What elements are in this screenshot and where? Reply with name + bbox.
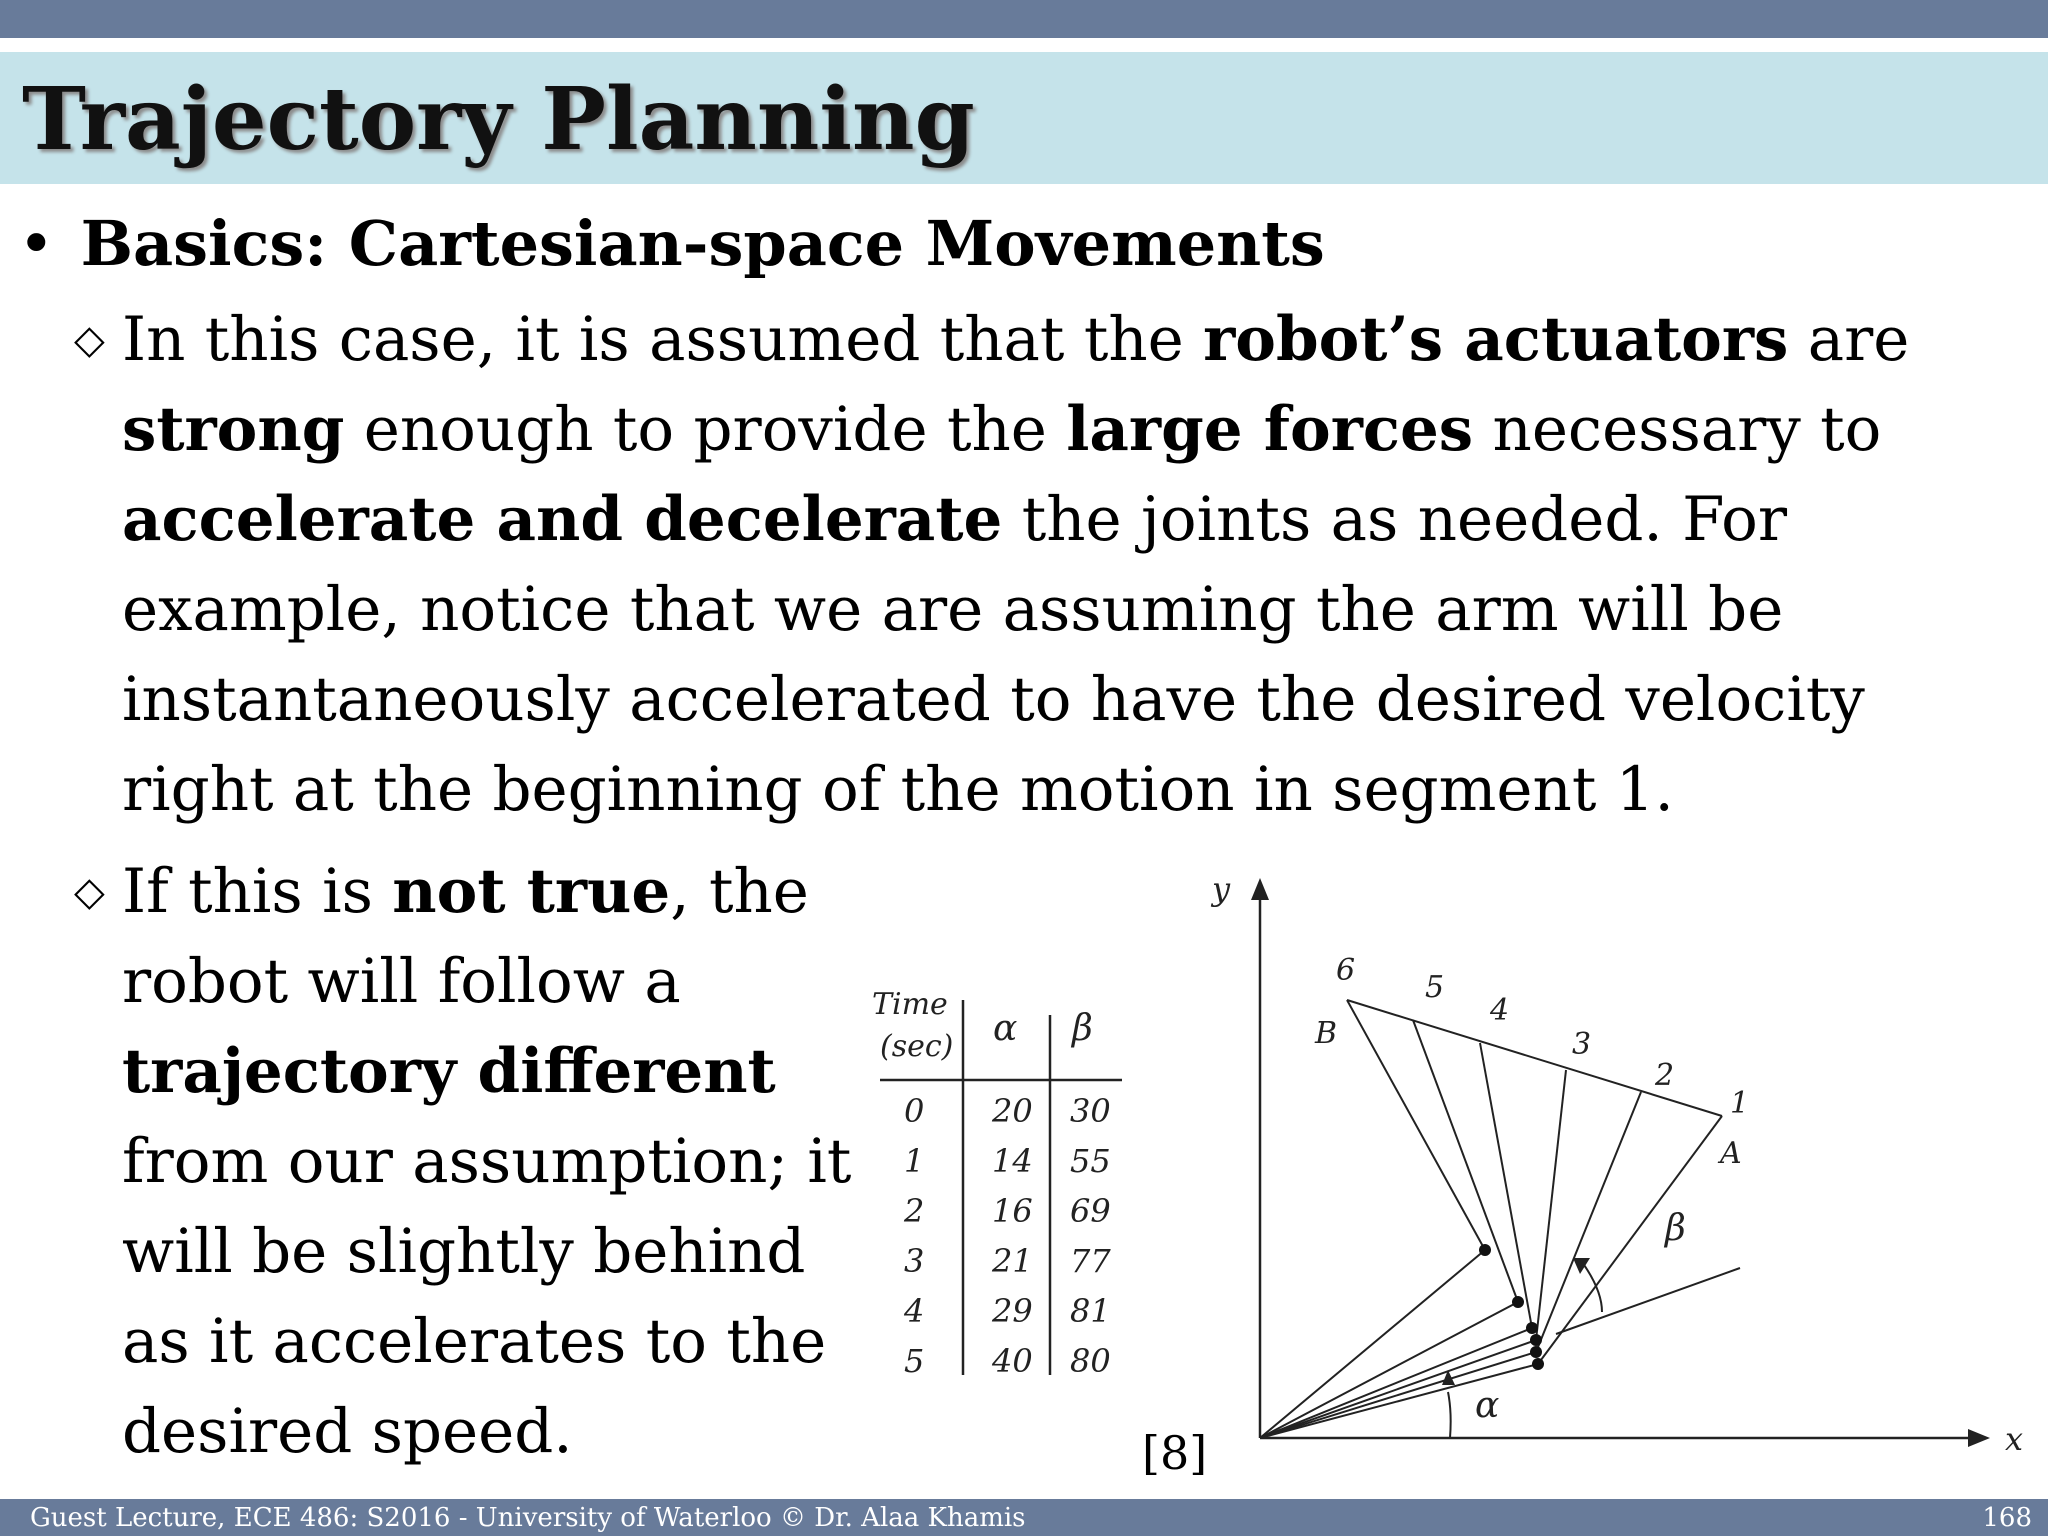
point-b-label: B (1315, 1016, 1338, 1051)
bold-run: strong (122, 394, 345, 465)
beta-arc (1582, 1262, 1602, 1312)
table-cell-time: 2 (904, 1192, 925, 1230)
bold-run: trajectory different (122, 1036, 776, 1107)
x-axis-arrow-icon (1968, 1429, 1990, 1447)
footer-text: Guest Lecture, ECE 486: S2016 - University of Waterloo © Dr. Alaa Khamis (30, 1503, 1026, 1533)
table-cell-alpha: 40 (992, 1342, 1033, 1380)
link2-pos1 (1538, 1116, 1722, 1364)
table-cell-beta: 69 (1070, 1192, 1111, 1230)
text-run: , the robot will follow a (122, 856, 809, 1017)
table-header-beta: β (1072, 1008, 1093, 1049)
segment-label: 2 (1655, 1058, 1675, 1093)
text-run: If this is (122, 856, 393, 927)
bold-run: large forces (1066, 394, 1474, 465)
sub-bullet-2 (74, 847, 892, 1477)
text-run: necessary to (1473, 394, 1882, 465)
table-cell-alpha: 14 (992, 1142, 1033, 1180)
top-band (0, 0, 2048, 38)
table-header-time: Time (872, 987, 948, 1022)
link2-pos3 (1536, 1070, 1566, 1340)
point-a-label: A (1720, 1136, 1742, 1171)
bold-run: accelerate and decelerate (122, 484, 1003, 555)
joint-markers (1479, 1244, 1544, 1370)
bullet-dot-icon: • (18, 207, 55, 280)
table-header-alpha: α (993, 1008, 1018, 1049)
main-bullet (18, 205, 1325, 283)
joint-dot (1532, 1358, 1544, 1370)
table-cell-time: 4 (904, 1292, 925, 1330)
beta-label: β (1665, 1208, 1686, 1249)
table-cell-alpha: 20 (992, 1092, 1033, 1130)
link2-pos4 (1480, 1043, 1532, 1328)
joint-dot (1530, 1346, 1542, 1358)
text-run: In this case, it is assumed that the (122, 304, 1204, 375)
text-run: the joints as needed. For example, notice that we are assuming the arm will be instantaneously accelerated to have the desired velocity right at the beginning of the motion in segment 1. (122, 484, 1865, 825)
table-cell-time: 1 (904, 1142, 925, 1180)
table-cell-beta: 77 (1070, 1242, 1111, 1280)
alpha-label: α (1475, 1385, 1500, 1426)
joint-dot (1530, 1334, 1542, 1346)
table-cell-beta: 80 (1070, 1342, 1111, 1380)
text-run: enough to provide the (344, 394, 1067, 465)
x-axis-label: x (2005, 1420, 2024, 1458)
link2-pos2 (1536, 1092, 1641, 1352)
y-axis-label: y (1212, 870, 1231, 908)
axes (1210, 870, 2023, 1458)
segment-label: 3 (1572, 1027, 1592, 1062)
table-cell-time: 5 (904, 1342, 925, 1380)
text-run: from our assumption; it will be slightly behind as it accelerates to the desired speed. (122, 1126, 852, 1467)
diamond-bullet-icon: ◇ (74, 869, 105, 915)
segment-label: 6 (1336, 953, 1356, 988)
sub-bullet-1 (74, 295, 2022, 835)
joint-dot (1526, 1322, 1538, 1334)
table-cell-beta: 30 (1070, 1092, 1111, 1130)
angle-table (872, 987, 1122, 1380)
segment-label: 5 (1425, 970, 1445, 1005)
table-rows (903, 1092, 1111, 1380)
diamond-bullet-icon: ◇ (74, 317, 105, 363)
main-bullet-text: Basics: Cartesian-space Movements (80, 207, 1325, 280)
y-axis-arrow-icon (1251, 878, 1269, 900)
joint-dot (1479, 1244, 1491, 1256)
table-cell-beta: 55 (1070, 1142, 1111, 1180)
table-cell-alpha: 29 (992, 1292, 1033, 1330)
bold-run: robot’s actuators (1203, 304, 1789, 375)
table-cell-time: 3 (904, 1242, 925, 1280)
bold-run: not true (392, 856, 671, 927)
slide-title: Trajectory Planning (22, 69, 975, 170)
table-cell-alpha: 21 (992, 1242, 1033, 1280)
figure-reference: [8] (1142, 1426, 1208, 1480)
joint-dot (1512, 1296, 1524, 1308)
link2-pos6 (1347, 1000, 1485, 1250)
trajectory-figure (850, 860, 2040, 1480)
text-run: are (1788, 304, 1910, 375)
segment-label: 1 (1730, 1086, 1750, 1121)
table-cell-time: 0 (904, 1092, 925, 1130)
segment-label: 4 (1490, 993, 1510, 1028)
table-cell-beta: 81 (1070, 1292, 1111, 1330)
table-header-sec: (sec) (880, 1029, 954, 1064)
table-cell-alpha: 16 (992, 1192, 1033, 1230)
page-number: 168 (1982, 1503, 2032, 1533)
alpha-arc (1448, 1392, 1451, 1438)
